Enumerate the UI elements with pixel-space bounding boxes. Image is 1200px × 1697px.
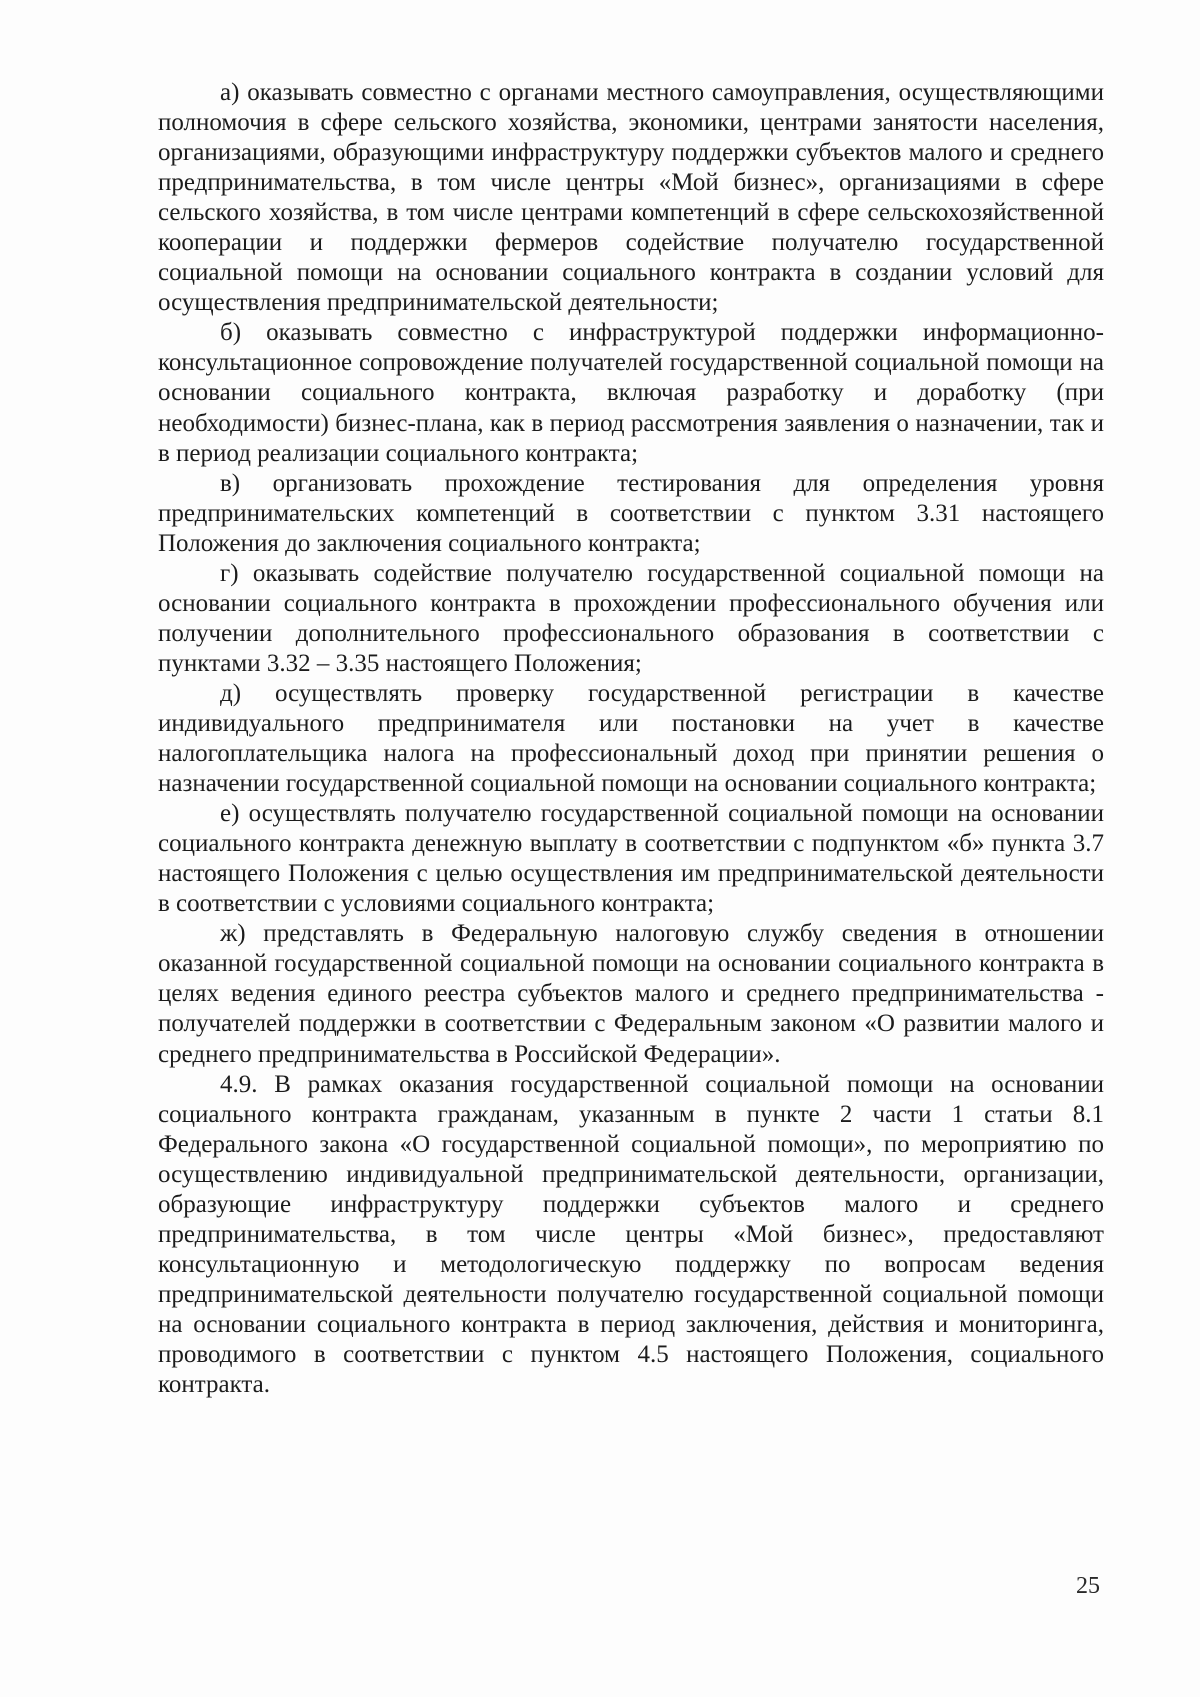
paragraph-d: д) осуществлять проверку государственной регистрации в качестве индивидуального предпринимателя или постановки на учет в качестве налогоплательщика налога на профессиональный доход при принятии решения о назначении государственной социальной помощи на основании социального контракта; bbox=[158, 679, 1104, 798]
paragraph-b: б) оказывать совместно с инфраструктурой поддержки информационно-консультационное сопровождение получателей государственной социальной помощи на основании социального контракта, включая разработку и доработку (при необходимости) бизнес-плана, как в период рассмотрения заявления о назначении, так и в период реализации социального контракта; bbox=[158, 319, 1104, 467]
paragraph-4-9: 4.9. В рамках оказания государственной социальной помощи на основании социального контракта гражданам, указанным в пункте 2 части 1 статьи 8.1 Федерального закона «О государственной социальной помощи», по мероприятию по осуществлению индивидуальной предпринимательской деятельности, организации, образующие инфраструктуру поддержки субъектов малого и среднего предпринимательства, в том числе центры «Мой бизнес», предоставляют консультационную и методологическую поддержку по вопросам ведения предпринимательской деятельности получателю государственной социальной помощи на основании социального контракта в период заключения, действия и мониторинга, проводимого в соответствии с пунктом 4.5 настоящего Положения, социального контракта. bbox=[158, 1070, 1104, 1399]
paragraph-zh: ж) представлять в Федеральную налоговую службу сведения в отношении оказанной государственной социальной помощи на основании социального контракта в целях ведения единого реестра субъектов малого и среднего предпринимательства - получателей поддержки в соответствии с Федеральным законом «О развитии малого и среднего предпринимательства в Российской Федерации». bbox=[158, 920, 1104, 1068]
paragraph-e: е) осуществлять получателю государственной социальной помощи на основании социального контракта денежную выплату в соответствии с подпунктом «б» пункта 3.7 настоящего Положения с целью осуществления им предпринимательской деятельности в соответствии с условиями социального контракта; bbox=[158, 800, 1104, 918]
page-number: 25 bbox=[1076, 1573, 1100, 1599]
paragraph-a: а) оказывать совместно с органами местного самоуправления, осуществляющими полномочия в сфере сельского хозяйства, экономики, центрами занятости населения, организациями, образующими инфраструктуру поддержки субъектов малого и среднего предпринимательства, в том числе центры «Мой бизнес», организациями в сфере сельского хозяйства, в том числе центрами компетенций в сфере сельскохозяйственной кооперации и поддержки фермеров содействие получателю государственной социальной помощи на основании социального контракта в создании условий для осуществления предпринимательской деятельности; bbox=[158, 79, 1104, 317]
document-body bbox=[158, 78, 1104, 1400]
paragraph-v: в) организовать прохождение тестирования для определения уровня предпринимательских компетенций в соответствии с пунктом 3.31 настоящего Положения до заключения социального контракта; bbox=[158, 469, 1104, 557]
paragraph-g: г) оказывать содействие получателю государственной социальной помощи на основании социального контракта в прохождении профессионального обучения или получении дополнительного профессионального образования в соответствии с пунктами 3.32 – 3.35 настоящего Положения; bbox=[158, 559, 1104, 677]
